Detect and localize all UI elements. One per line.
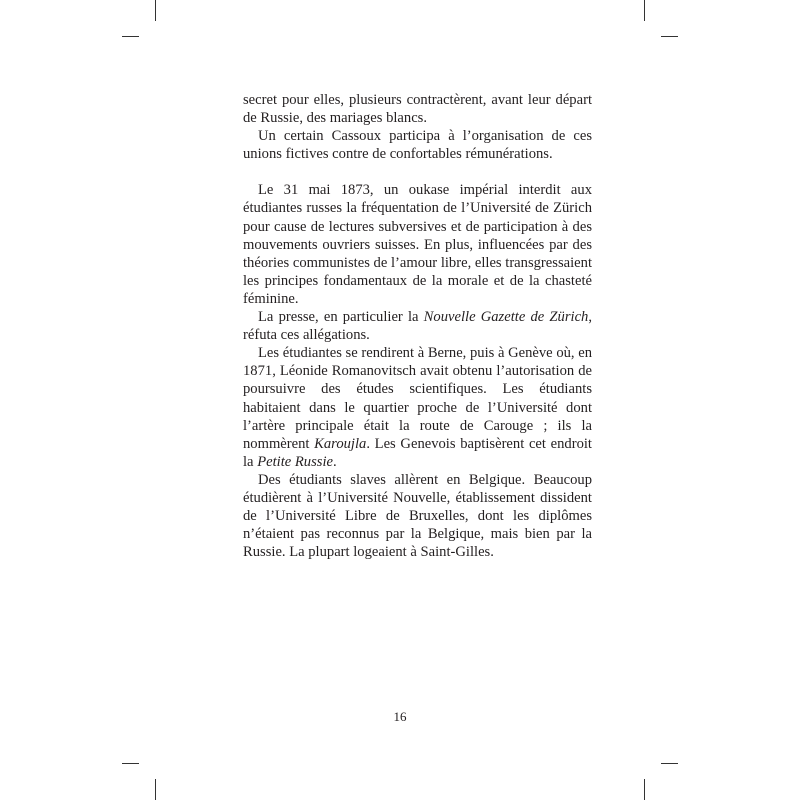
paragraph xyxy=(243,471,592,561)
text-run: , réfuta ces allégations. xyxy=(243,309,592,344)
text-run: Le 31 mai 1873, un oukase impérial interdit aux étudiantes russes la fréquentation de l’Université de Zürich pour cause de lectures subversives et de participation à des mouvements ouvriers suisses. En plus, influencées par des théories communistes de l’amour libre, elles transgressaient les principes fondamentaux de la morale et de la chasteté féminine. xyxy=(243,182,592,307)
crop-mark-top-right-horizontal xyxy=(661,36,678,37)
text-run: La presse, en particulier la xyxy=(258,309,424,326)
italic-title: Karoujla xyxy=(314,435,367,452)
paragraph xyxy=(243,344,592,471)
body-text xyxy=(243,91,592,561)
crop-mark-top-left-vertical xyxy=(155,0,156,21)
paragraph xyxy=(243,181,592,308)
text-run: Les étudiantes se rendirent à Berne, puis à Genève où, en 1871, Léonide Romanovitsch avait obtenu l’autorisation de poursuivre des études scientifiques. Les étudiants habitaient dans le quartier proche de l’Université dont l’artère principale était la route de Carouge ; ils la nommèrent xyxy=(243,345,592,452)
text-run: Des étudiants slaves allèrent en Belgique. Beaucoup étudièrent à l’Université Nouvelle, établissement dissident de l’Université Libre de Bruxelles, dont les diplômes n’étaient pas reconnus par la Belgique, mais bien par la Russie. La plupart logeaient à Saint-Gilles. xyxy=(243,471,592,561)
paragraph xyxy=(243,308,592,344)
crop-mark-bottom-left-horizontal xyxy=(122,763,139,764)
text-run: Un certain Cassoux participa à l’organisation de ces unions fictives contre de confortables rémunérations. xyxy=(243,128,592,163)
text-run: . Les Genevois baptisèrent cet endroit la xyxy=(243,435,592,470)
crop-mark-bottom-left-vertical xyxy=(155,779,156,800)
crop-mark-bottom-right-horizontal xyxy=(661,763,678,764)
crop-mark-top-right-vertical xyxy=(644,0,645,21)
crop-mark-top-left-horizontal xyxy=(122,36,139,37)
italic-title: Petite Russie xyxy=(257,453,333,470)
text-run: . xyxy=(332,453,337,470)
page-number: 16 xyxy=(393,709,407,724)
text-run: secret pour elles, plusieurs contractèrent, avant leur départ de Russie, des mariages blancs. xyxy=(243,92,592,127)
paragraph xyxy=(243,91,592,127)
crop-mark-bottom-right-vertical xyxy=(644,779,645,800)
italic-title: Nouvelle Gazette de Zürich xyxy=(423,309,589,326)
paragraph xyxy=(243,127,592,163)
